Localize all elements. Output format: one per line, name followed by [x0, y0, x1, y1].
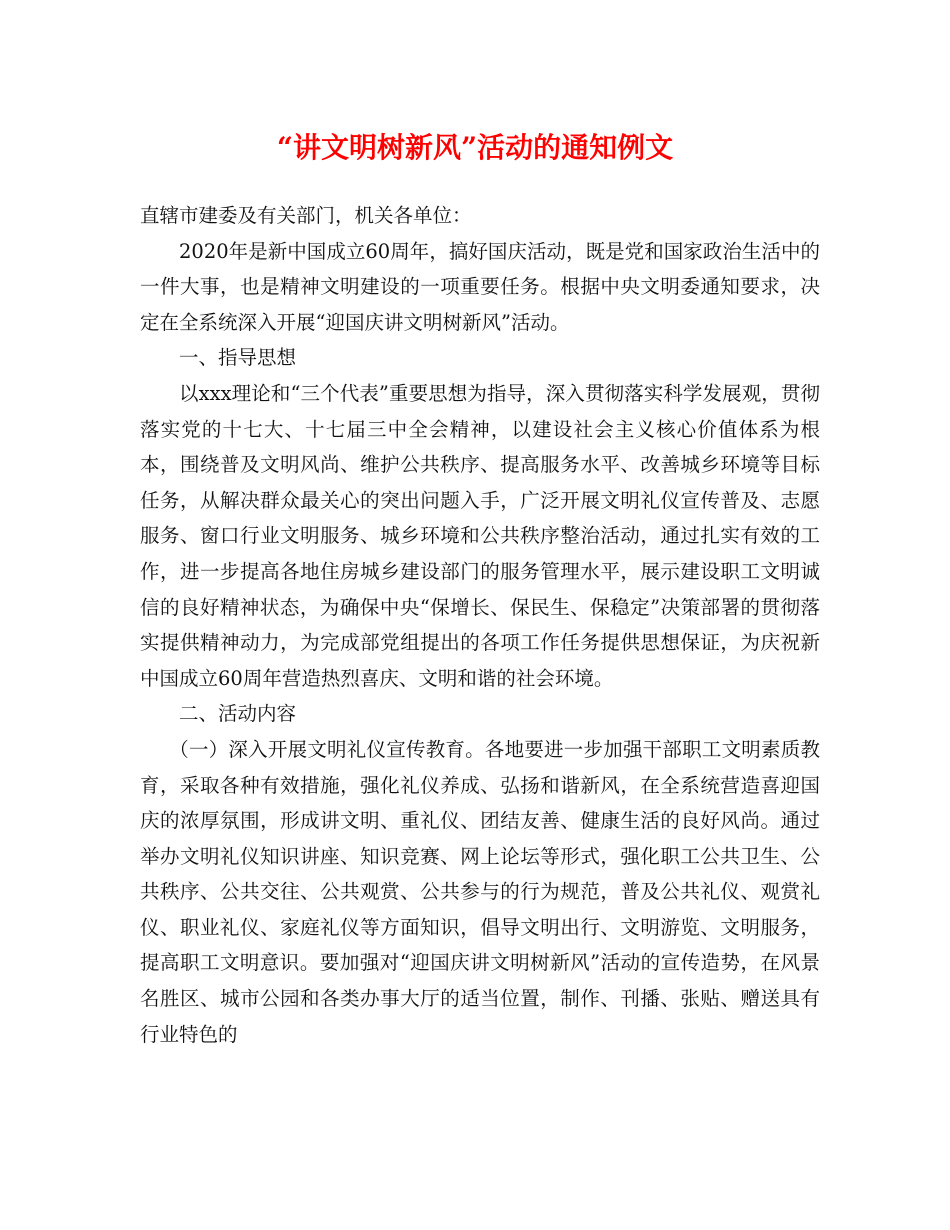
section-heading-activity-content: 二、活动内容: [179, 702, 297, 726]
paragraph-activity-item-1: （一）深入开展文明礼仪宣传教育。各地要进一步加强干部职工文明素质教育，采取各种有效措施，强化礼仪养成、弘扬和谐新风，在全系统营造喜迎国庆的浓厚氛围，形成讲文明、重礼仪、团结友善、健康生活的良好风尚。通过举办文明礼仪知识讲座、知识竞赛、网上论坛等形式，强化职工公共卫生、公共秩序、公共交往、公共观赏、公共参与的行为规范，普及公共礼仪、观赏礼仪、职业礼仪、家庭礼仪等方面知识，倡导文明出行、文明游览、文明服务，提高职工文明意识。要加强对“迎国庆讲文明树新风”活动的宣传造势，在风景名胜区、城市公园和各类办事大厅的适当位置，制作、刊播、张贴、赠送具有行业特色的: [140, 737, 820, 1046]
paragraph-intro: 2020年是新中国成立60周年，搞好国庆活动，既是党和国家政治生活中的一件大事，也是精神文明建设的一项重要任务。根据中央文明委通知要求，决定在全系统深入开展“迎国庆讲文明树新风”活动。: [140, 239, 820, 334]
paragraph-guiding-ideology: 以xxx理论和“三个代表”重要思想为指导，深入贯彻落实科学发展观，贯彻落实党的十七大、十七届三中全会精神，以建设社会主义核心价值体系为根本，围绕普及文明风尚、维护公共秩序、提高服务水平、改善城乡环境等目标任务，从解决群众最关心的突出问题入手，广泛开展文明礼仪宣传普及、志愿服务、窗口行业文明服务、城乡环境和公共秩序整治活动，通过扎实有效的工作，进一步提高各地住房城乡建设部门的服务管理水平，展示建设职工文明诚信的良好精神状态，为确保中央“保增长、保民生、保稳定”决策部署的贯彻落实提供精神动力，为完成部党组提出的各项工作任务提供思想保证，为庆祝新中国成立60周年营造热烈喜庆、文明和谐的社会环境。: [140, 381, 820, 690]
document-body: [140, 198, 820, 1052]
section-heading-guiding-ideology: 一、指导思想: [179, 346, 297, 370]
document-title: “讲文明树新风”活动的通知例文: [276, 131, 674, 164]
salutation: 直辖市建委及有关部门，机关各单位：: [140, 204, 472, 227]
